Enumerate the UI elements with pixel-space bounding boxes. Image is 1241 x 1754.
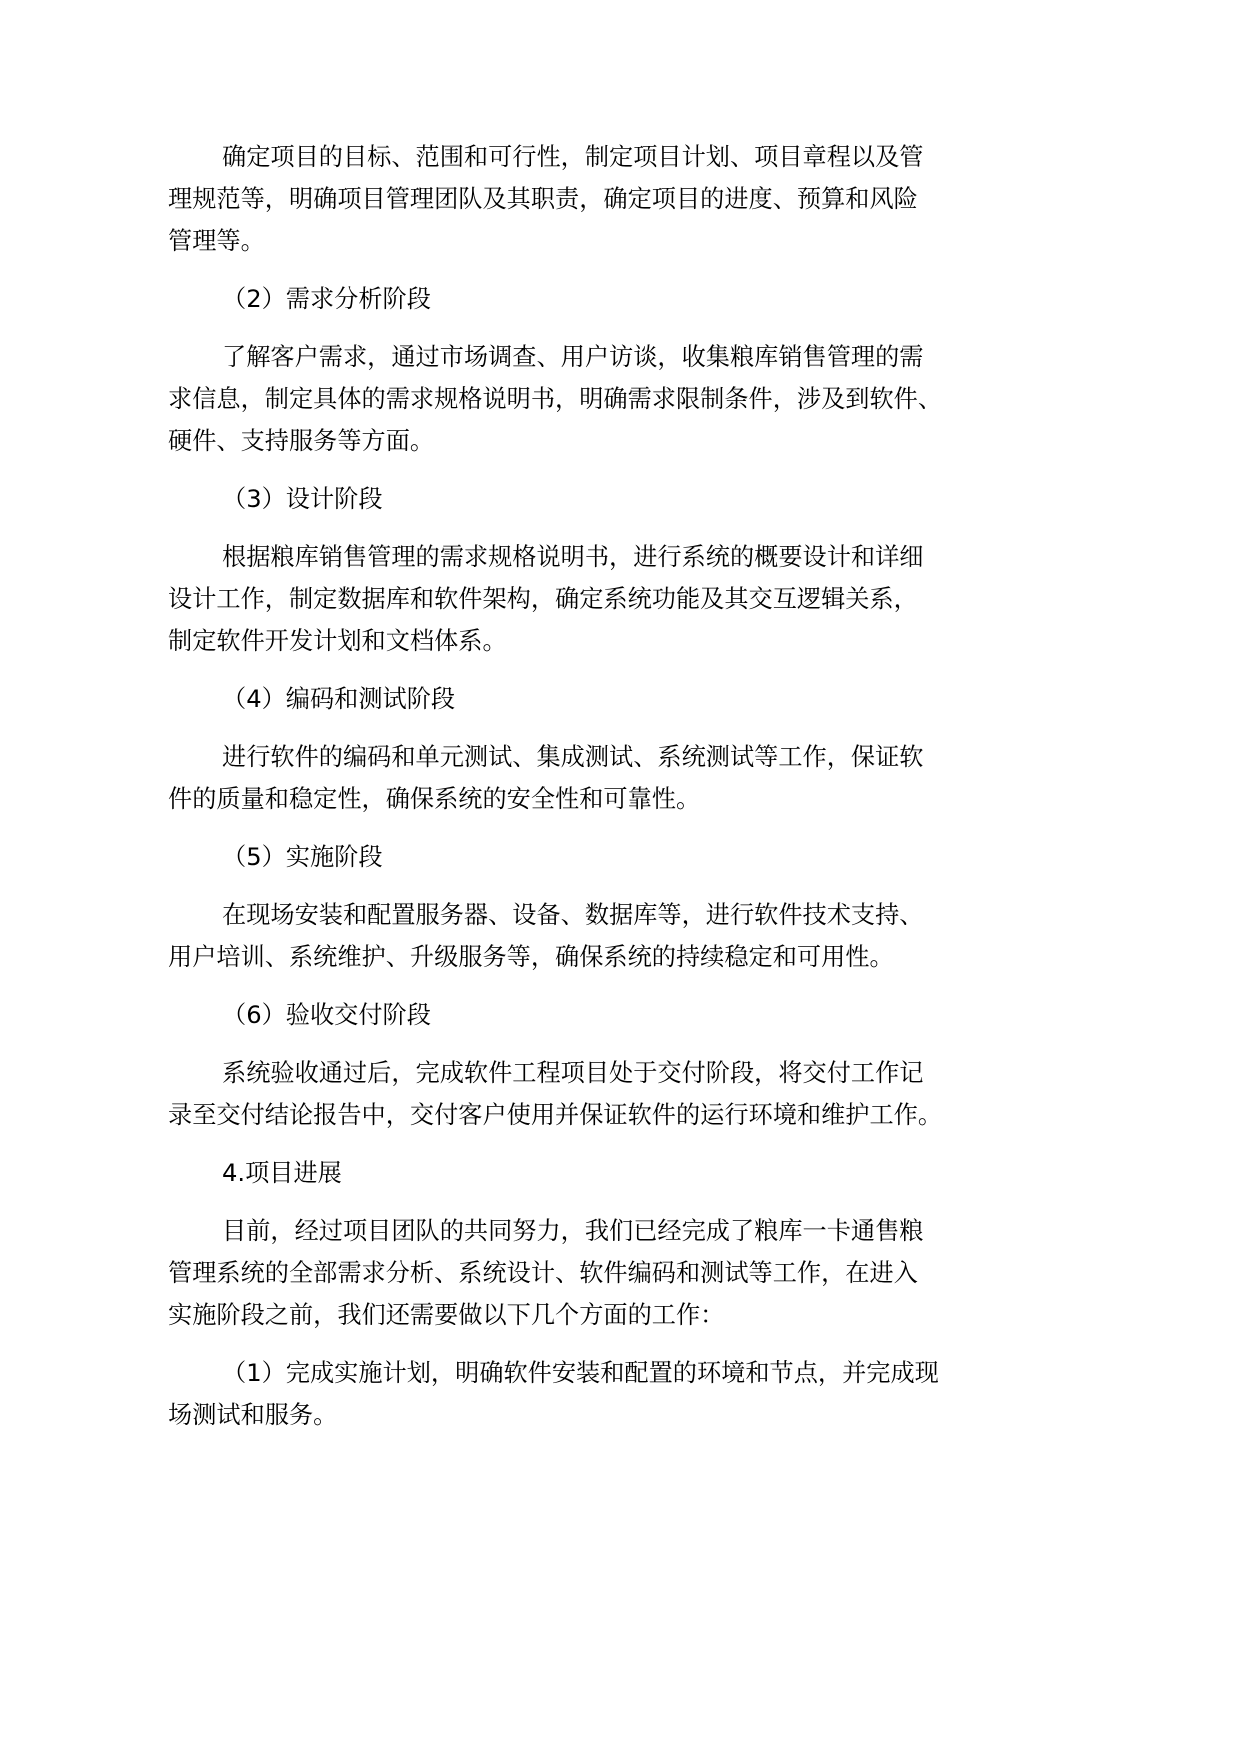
text-line: 目前，经过项目团队的共同努力，我们已经完成了粮库一卡通售粮 — [222, 1217, 924, 1245]
section-heading: （2）需求分析阶段 — [222, 285, 431, 313]
text-line: 了解客户需求，通过市场调查、用户访谈，收集粮库销售管理的需 — [222, 343, 924, 371]
heading-requirements-analysis — [168, 278, 1241, 320]
section-heading: 4.项目进展 — [222, 1159, 342, 1187]
text-line: 确定项目的目标、范围和可行性，制定项目计划、项目章程以及管 — [222, 143, 924, 171]
paragraph-acceptance-delivery — [168, 1052, 1241, 1136]
section-heading: （6）验收交付阶段 — [222, 1001, 431, 1029]
list-item-implementation-plan — [168, 1352, 1241, 1436]
text-line: 管理等。 — [168, 227, 265, 255]
text-line: 管理系统的全部需求分析、系统设计、软件编码和测试等工作，在进入 — [168, 1259, 918, 1287]
text-line: 在现场安装和配置服务器、设备、数据库等，进行软件技术支持、 — [222, 901, 924, 929]
paragraph-project-planning — [168, 136, 1241, 262]
paragraph-project-progress — [168, 1210, 1241, 1336]
text-line: 系统验收通过后，完成软件工程项目处于交付阶段，将交付工作记 — [222, 1059, 924, 1087]
paragraph-coding-testing — [168, 736, 1241, 820]
text-line: 制定软件开发计划和文档体系。 — [168, 627, 507, 655]
section-heading: （4）编码和测试阶段 — [222, 685, 456, 713]
section-heading: （3）设计阶段 — [222, 485, 383, 513]
text-line: 实施阶段之前，我们还需要做以下几个方面的工作： — [168, 1301, 725, 1329]
text-line: 进行软件的编码和单元测试、集成测试、系统测试等工作，保证软 — [222, 743, 924, 771]
heading-acceptance-delivery — [168, 994, 1241, 1036]
section-heading: （5）实施阶段 — [222, 843, 383, 871]
text-line: （1）完成实施计划，明确软件安装和配置的环境和节点，并完成现 — [222, 1359, 939, 1387]
heading-project-progress — [168, 1152, 1241, 1194]
heading-implementation — [168, 836, 1241, 878]
paragraph-requirements-analysis — [168, 336, 1241, 462]
text-line: 硬件、支持服务等方面。 — [168, 427, 435, 455]
heading-design — [168, 478, 1241, 520]
paragraph-implementation — [168, 894, 1241, 978]
heading-coding-testing — [168, 678, 1241, 720]
text-line: 根据粮库销售管理的需求规格说明书，进行系统的概要设计和详细 — [222, 543, 924, 571]
text-line: 用户培训、系统维护、升级服务等，确保系统的持续稳定和可用性。 — [168, 943, 894, 971]
text-line: 场测试和服务。 — [168, 1401, 338, 1429]
text-line: 理规范等，明确项目管理团队及其职责，确定项目的进度、预算和风险 — [168, 185, 918, 213]
paragraph-design — [168, 536, 1241, 662]
text-line: 求信息，制定具体的需求规格说明书，明确需求限制条件，涉及到软件、 — [168, 385, 943, 413]
text-line: 录至交付结论报告中，交付客户使用并保证软件的运行环境和维护工作。 — [168, 1101, 943, 1129]
text-line: 件的质量和稳定性，确保系统的安全性和可靠性。 — [168, 785, 701, 813]
text-line: 设计工作，制定数据库和软件架构，确定系统功能及其交互逻辑关系， — [168, 585, 918, 613]
